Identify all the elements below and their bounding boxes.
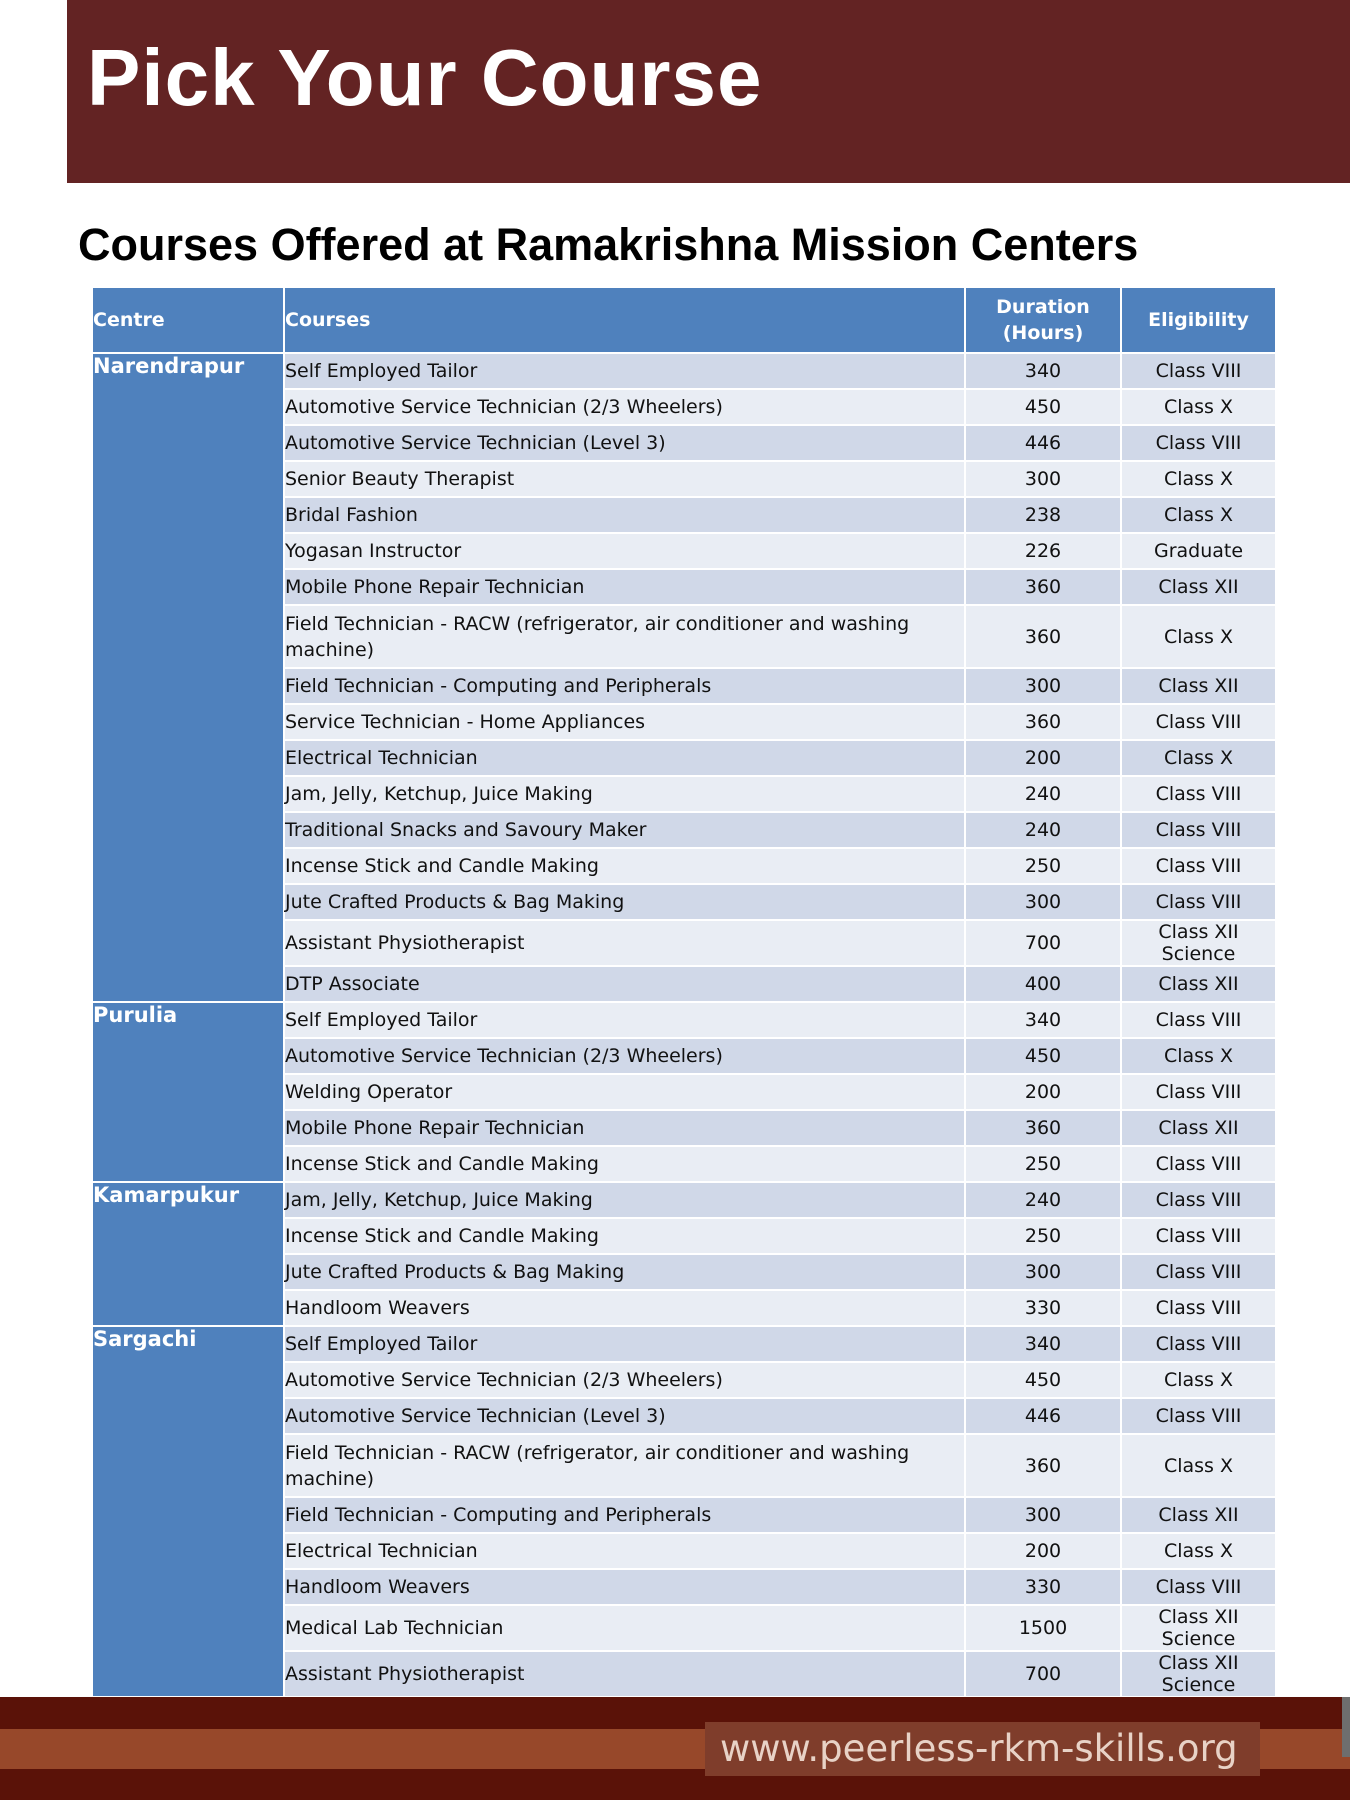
eligibility-cell: Class XII Science [1121,1605,1276,1651]
duration-cell: 300 [965,884,1121,920]
course-cell: Jam, Jelly, Ketchup, Juice Making [284,776,965,812]
eligibility-cell: Class VIII [1121,1290,1276,1326]
course-cell: Traditional Snacks and Savoury Maker [284,812,965,848]
course-cell: Assistant Physiotherapist [284,920,965,966]
eligibility-cell: Class XII [1121,569,1276,605]
eligibility-cell: Class VIII [1121,848,1276,884]
course-cell: Handloom Weavers [284,1569,965,1605]
duration-cell: 450 [965,1362,1121,1398]
table-row [92,353,1276,389]
duration-cell: 1500 [965,1605,1121,1651]
header-courses: Courses [284,287,965,353]
courses-table [91,286,1277,1698]
duration-cell: 300 [965,668,1121,704]
duration-cell: 340 [965,1002,1121,1038]
eligibility-cell: Class XII [1121,1110,1276,1146]
course-cell: Field Technician - Computing and Peripherals [284,668,965,704]
duration-cell: 360 [965,605,1121,668]
eligibility-cell: Class XII [1121,966,1276,1002]
duration-cell: 250 [965,1218,1121,1254]
centre-cell: Kamarpukur [92,1182,284,1326]
course-cell: Automotive Service Technician (Level 3) [284,425,965,461]
duration-cell: 300 [965,461,1121,497]
eligibility-cell: Class VIII [1121,812,1276,848]
duration-cell: 450 [965,1038,1121,1074]
courses-table-container [91,286,1275,1698]
header-centre: Centre [92,287,284,353]
course-cell: Jam, Jelly, Ketchup, Juice Making [284,1182,965,1218]
course-cell: Welding Operator [284,1074,965,1110]
duration-cell: 300 [965,1254,1121,1290]
duration-cell: 340 [965,353,1121,389]
course-cell: Assistant Physiotherapist [284,1651,965,1697]
eligibility-cell: Class X [1121,740,1276,776]
website-url: www.peerless-rkm-skills.org [720,1727,1238,1770]
eligibility-cell: Class VIII [1121,1218,1276,1254]
course-cell: Yogasan Instructor [284,533,965,569]
eligibility-cell: Class VIII [1121,704,1276,740]
table-heading: Courses Offered at Ramakrishna Mission Centers [78,219,1139,270]
duration-cell: 446 [965,1398,1121,1434]
duration-cell: 200 [965,1074,1121,1110]
duration-cell: 450 [965,389,1121,425]
table-row [92,1326,1276,1362]
course-cell: Automotive Service Technician (Level 3) [284,1398,965,1434]
course-cell: Medical Lab Technician [284,1605,965,1651]
eligibility-cell: Class VIII [1121,425,1276,461]
duration-cell: 250 [965,848,1121,884]
eligibility-cell: Class VIII [1121,1326,1276,1362]
eligibility-cell: Class X [1121,1038,1276,1074]
course-cell: Electrical Technician [284,1533,965,1569]
duration-cell: 238 [965,497,1121,533]
duration-cell: 240 [965,812,1121,848]
duration-cell: 250 [965,1146,1121,1182]
eligibility-cell: Class XII Science [1121,1651,1276,1697]
table-row [92,1002,1276,1038]
course-cell: Self Employed Tailor [284,353,965,389]
duration-cell: 330 [965,1290,1121,1326]
eligibility-cell: Class VIII [1121,1074,1276,1110]
table-header-row [92,287,1276,353]
eligibility-cell: Class X [1121,1362,1276,1398]
eligibility-cell: Class VIII [1121,1146,1276,1182]
eligibility-cell: Class XII [1121,668,1276,704]
course-cell: Senior Beauty Therapist [284,461,965,497]
course-cell: Jute Crafted Products & Bag Making [284,884,965,920]
duration-cell: 360 [965,704,1121,740]
course-cell: Bridal Fashion [284,497,965,533]
course-cell: Field Technician - Computing and Peripherals [284,1497,965,1533]
eligibility-cell: Class VIII [1121,776,1276,812]
header-eligibility: Eligibility [1121,287,1276,353]
course-cell: Incense Stick and Candle Making [284,848,965,884]
duration-cell: 446 [965,425,1121,461]
centre-cell: Sargachi [92,1326,284,1697]
header-duration-line1: Duration [996,296,1090,318]
duration-cell: 400 [965,966,1121,1002]
eligibility-cell: Class X [1121,461,1276,497]
course-cell: Self Employed Tailor [284,1002,965,1038]
centre-cell: Purulia [92,1002,284,1182]
duration-cell: 700 [965,1651,1121,1697]
eligibility-cell: Class X [1121,389,1276,425]
course-cell: Field Technician - RACW (refrigerator, air conditioner and washing machine) [284,1434,965,1497]
duration-cell: 360 [965,1110,1121,1146]
eligibility-cell: Class XII Science [1121,920,1276,966]
course-cell: Handloom Weavers [284,1290,965,1326]
header-duration-line2: (Hours) [1002,322,1084,344]
eligibility-cell: Class VIII [1121,1569,1276,1605]
course-cell: Automotive Service Technician (2/3 Wheelers) [284,1362,965,1398]
course-cell: Mobile Phone Repair Technician [284,569,965,605]
centre-cell: Narendrapur [92,353,284,1002]
course-cell: Incense Stick and Candle Making [284,1146,965,1182]
duration-cell: 360 [965,569,1121,605]
duration-cell: 330 [965,1569,1121,1605]
eligibility-cell: Graduate [1121,533,1276,569]
header-duration [965,287,1121,353]
course-cell: DTP Associate [284,966,965,1002]
course-cell: Automotive Service Technician (2/3 Wheelers) [284,1038,965,1074]
duration-cell: 340 [965,1326,1121,1362]
duration-cell: 240 [965,1182,1121,1218]
eligibility-cell: Class VIII [1121,1398,1276,1434]
eligibility-cell: Class XII [1121,1497,1276,1533]
course-cell: Field Technician - RACW (refrigerator, air conditioner and washing machine) [284,605,965,668]
table-row [92,1182,1276,1218]
duration-cell: 700 [965,920,1121,966]
eligibility-cell: Class X [1121,1533,1276,1569]
footer-bar [0,1697,1350,1800]
duration-cell: 300 [965,1497,1121,1533]
course-cell: Mobile Phone Repair Technician [284,1110,965,1146]
course-cell: Self Employed Tailor [284,1326,965,1362]
duration-cell: 240 [965,776,1121,812]
eligibility-cell: Class X [1121,497,1276,533]
course-cell: Electrical Technician [284,740,965,776]
course-cell: Jute Crafted Products & Bag Making [284,1254,965,1290]
course-cell: Incense Stick and Candle Making [284,1218,965,1254]
footer-edge-mark [1342,1697,1350,1757]
eligibility-cell: Class VIII [1121,884,1276,920]
duration-cell: 226 [965,533,1121,569]
title-banner [67,0,1350,183]
table-body [92,353,1276,1697]
eligibility-cell: Class VIII [1121,353,1276,389]
eligibility-cell: Class VIII [1121,1002,1276,1038]
course-cell: Service Technician - Home Appliances [284,704,965,740]
eligibility-cell: Class X [1121,1434,1276,1497]
duration-cell: 360 [965,1434,1121,1497]
page-title: Pick Your Course [87,33,763,122]
eligibility-cell: Class VIII [1121,1182,1276,1218]
eligibility-cell: Class VIII [1121,1254,1276,1290]
course-cell: Automotive Service Technician (2/3 Wheelers) [284,389,965,425]
duration-cell: 200 [965,740,1121,776]
eligibility-cell: Class X [1121,605,1276,668]
duration-cell: 200 [965,1533,1121,1569]
